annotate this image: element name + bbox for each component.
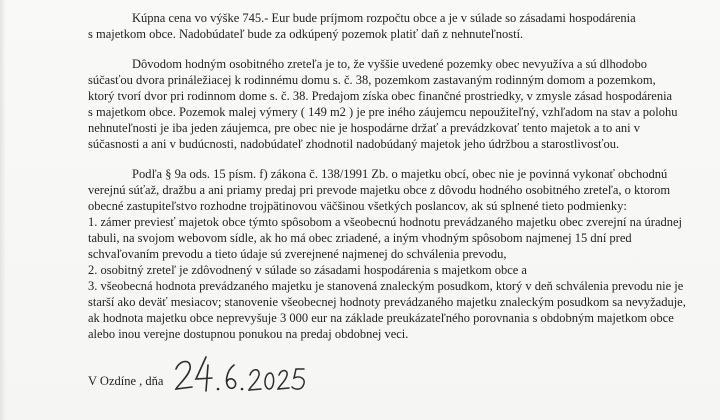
paragraph-price [88, 10, 688, 42]
text-line: s majetkom obce. Nadobúdateľ bude za odkúpený pozemok platiť daň z nehnuteľností. [88, 27, 524, 41]
text-line: súčasnosti a ani v budúcnosti, nadobúdateľ zhodnotil nadobúdaný majetok jeho údržbou a starostlivosťou. [88, 137, 620, 151]
list-item: schvaľovaním prevodu a tieto údaje sú zverejnené najmenej do schválenia prevodu, [88, 247, 507, 261]
list-item: tabuli, na svojom webovom sídle, ak ho má obec zriadené, a iným vhodným spôsobom najmenej 15 dní pred [88, 231, 632, 245]
paragraph-reason [88, 56, 688, 152]
text-line: Dôvodom hodným osobitného zreteľa je to, že vyššie uvedené pozemky obec nevyužíva a sú dlhodobo [132, 57, 648, 71]
place-date-line [88, 365, 488, 405]
place-date-label: V Ozdíne , dňa [88, 374, 164, 388]
text-line: s majetkom obce. Pozemok malej výmery ( 149 m2 ) je pre iného záujemcu nepoužiteľný, vzhľadom na stav a polohu [88, 105, 678, 119]
list-item: ak hodnota majetku obce neprevyšuje 3 000 eur na základe preukázateľného porovnania s obdobným majetkom obce [88, 311, 674, 325]
text-line: ktorý tvorí dvor pri rodinnom dome s. č. 38. Predajom získa obec finančné prostriedky, v zmysle zásad hospodárenia [88, 89, 673, 103]
page-edge-shadow [0, 0, 6, 420]
list-item: alebo inou verejne dostupnou ponukou na predaj obdobnej veci. [88, 327, 409, 341]
list-item: starší ako deväť mesiacov; stanovenie všeobecnej hodnoty prevádzaného majetku znaleckým posudkom sa nevyžaduje, [88, 295, 686, 309]
text-line: Podľa § 9a ods. 15 písm. f) zákona č. 138/1991 Zb. o majetku obcí, obec nie je povinná vykonať obchodnú [132, 167, 668, 181]
paragraph-legal-basis [88, 166, 688, 214]
list-item: 1. zámer previesť majetok obce týmto spôsobom a všeobecnú hodnotu prevádzaného majetku obec zverejní na úradnej [88, 215, 683, 229]
text-line: obecné zastupiteľstvo rozhodne trojpätinovou väčšinou všetkých poslancov, ak sú splnené tieto podmienky: [88, 199, 627, 213]
list-item: 2. osobitný zreteľ je zdôvodnený v súlade so zásadami hospodárenia s majetkom obce a [88, 263, 527, 277]
handwritten-date [170, 351, 310, 395]
list-item: 3. všeobecná hodnota prevádzaného majetku je stanovená znaleckým posudkom, ktorý v deň schválenia prevodu nie je [88, 279, 684, 293]
document-body [88, 10, 688, 342]
text-line: Kúpna cena vo výške 745.- Eur bude príjmom rozpočtu obce a je v súlade so zásadami hospodárenia [132, 11, 636, 25]
text-line: súčasťou dvora prináležiacej k rodinnému domu s. č. 38, pozemkom zastavaným rodinným domom a pozemkom, [88, 73, 656, 87]
text-line: nehnuteľnosti je iba jeden záujemca, pre obec nie je hospodárne držať a prevádzkovať tento majetok a to ani v [88, 121, 640, 135]
conditions-list [88, 214, 688, 342]
text-line: verejnú súťaž, dražbu a ani priamy predaj pri prevode majetku obce z dôvodu hodného osobitného zreteľa, o ktorom [88, 183, 671, 197]
